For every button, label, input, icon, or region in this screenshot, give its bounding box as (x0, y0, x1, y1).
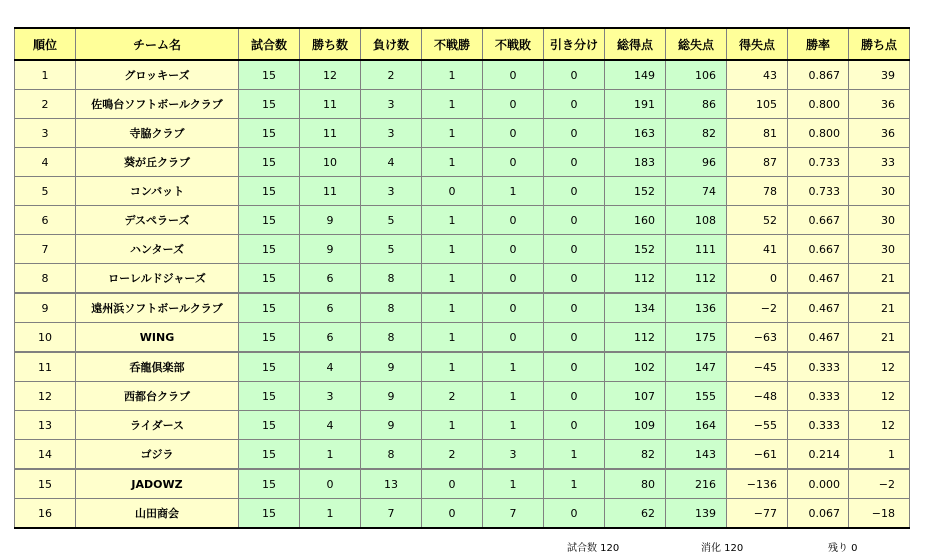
cell-win-pct: 0.867 (788, 60, 849, 90)
cell-runs-allowed: 108 (666, 206, 727, 235)
cell-forfeit-losses: 0 (483, 148, 544, 177)
cell-draws: 0 (544, 90, 605, 119)
cell-run-diff: −48 (727, 382, 788, 411)
cell-rank: 12 (15, 382, 76, 411)
table-row (15, 148, 910, 177)
cell-forfeit-losses: 1 (483, 411, 544, 440)
cell-games: 15 (239, 411, 300, 440)
cell-games: 15 (239, 148, 300, 177)
cell-wins: 11 (300, 177, 361, 206)
cell-team: 遠州浜ソフトボールクラブ (76, 293, 239, 323)
cell-win-pct: 0.067 (788, 499, 849, 529)
cell-points: 12 (849, 382, 910, 411)
cell-forfeit-wins: 1 (422, 90, 483, 119)
cell-team: 山田商会 (76, 499, 239, 529)
cell-wins: 1 (300, 499, 361, 529)
cell-points: 39 (849, 60, 910, 90)
header-run-diff: 得失点 (727, 28, 788, 60)
table-row (15, 293, 910, 323)
cell-runs-allowed: 136 (666, 293, 727, 323)
cell-rank: 14 (15, 440, 76, 470)
cell-run-diff: −136 (727, 469, 788, 499)
cell-draws: 0 (544, 235, 605, 264)
cell-runs-scored: 112 (605, 323, 666, 353)
cell-forfeit-losses: 1 (483, 469, 544, 499)
cell-forfeit-wins: 0 (422, 469, 483, 499)
cell-draws: 0 (544, 323, 605, 353)
cell-win-pct: 0.214 (788, 440, 849, 470)
cell-runs-allowed: 74 (666, 177, 727, 206)
cell-points: 30 (849, 177, 910, 206)
header-rank: 順位 (15, 28, 76, 60)
cell-rank: 5 (15, 177, 76, 206)
cell-runs-allowed: 112 (666, 264, 727, 294)
cell-runs-scored: 183 (605, 148, 666, 177)
cell-points: 33 (849, 148, 910, 177)
cell-team: 佐鳴台ソフトボールクラブ (76, 90, 239, 119)
cell-draws: 0 (544, 148, 605, 177)
cell-wins: 9 (300, 206, 361, 235)
cell-wins: 1 (300, 440, 361, 470)
cell-runs-scored: 160 (605, 206, 666, 235)
cell-forfeit-wins: 1 (422, 323, 483, 353)
cell-rank: 6 (15, 206, 76, 235)
cell-win-pct: 0.467 (788, 264, 849, 294)
cell-win-pct: 0.333 (788, 411, 849, 440)
cell-run-diff: −63 (727, 323, 788, 353)
cell-forfeit-losses: 1 (483, 177, 544, 206)
cell-points: 21 (849, 323, 910, 353)
cell-forfeit-losses: 7 (483, 499, 544, 529)
cell-rank: 11 (15, 352, 76, 382)
cell-losses: 3 (361, 119, 422, 148)
cell-forfeit-wins: 1 (422, 264, 483, 294)
header-games: 試合数 (239, 28, 300, 60)
cell-runs-allowed: 155 (666, 382, 727, 411)
cell-wins: 4 (300, 352, 361, 382)
cell-run-diff: −61 (727, 440, 788, 470)
cell-forfeit-wins: 1 (422, 60, 483, 90)
cell-wins: 6 (300, 293, 361, 323)
cell-run-diff: 0 (727, 264, 788, 294)
cell-rank: 9 (15, 293, 76, 323)
header-win-pct: 勝率 (788, 28, 849, 60)
cell-win-pct: 0.733 (788, 148, 849, 177)
cell-rank: 8 (15, 264, 76, 294)
cell-win-pct: 0.467 (788, 293, 849, 323)
cell-points: 21 (849, 264, 910, 294)
cell-points: 30 (849, 206, 910, 235)
header-draws: 引き分け (544, 28, 605, 60)
table-row (15, 323, 910, 353)
cell-losses: 8 (361, 293, 422, 323)
table-row (15, 382, 910, 411)
cell-win-pct: 0.333 (788, 352, 849, 382)
cell-runs-allowed: 86 (666, 90, 727, 119)
cell-forfeit-wins: 1 (422, 352, 483, 382)
cell-run-diff: 87 (727, 148, 788, 177)
cell-losses: 5 (361, 235, 422, 264)
cell-losses: 3 (361, 177, 422, 206)
cell-draws: 0 (544, 352, 605, 382)
cell-runs-allowed: 139 (666, 499, 727, 529)
cell-losses: 5 (361, 206, 422, 235)
cell-losses: 9 (361, 352, 422, 382)
cell-win-pct: 0.667 (788, 206, 849, 235)
cell-losses: 9 (361, 382, 422, 411)
cell-win-pct: 0.800 (788, 90, 849, 119)
cell-forfeit-losses: 0 (483, 206, 544, 235)
cell-wins: 3 (300, 382, 361, 411)
cell-win-pct: 0.000 (788, 469, 849, 499)
cell-forfeit-losses: 0 (483, 323, 544, 353)
cell-games: 15 (239, 440, 300, 470)
cell-run-diff: −2 (727, 293, 788, 323)
cell-runs-scored: 102 (605, 352, 666, 382)
cell-team: ゴジラ (76, 440, 239, 470)
cell-runs-scored: 163 (605, 119, 666, 148)
cell-team: ハンターズ (76, 235, 239, 264)
cell-runs-scored: 82 (605, 440, 666, 470)
cell-forfeit-losses: 0 (483, 264, 544, 294)
cell-forfeit-losses: 1 (483, 352, 544, 382)
cell-team: ライダース (76, 411, 239, 440)
cell-team: 呑龍倶楽部 (76, 352, 239, 382)
cell-run-diff: 43 (727, 60, 788, 90)
cell-draws: 0 (544, 60, 605, 90)
cell-forfeit-wins: 0 (422, 177, 483, 206)
cell-games: 15 (239, 235, 300, 264)
cell-draws: 0 (544, 293, 605, 323)
cell-team: ローレルドジャーズ (76, 264, 239, 294)
cell-run-diff: −77 (727, 499, 788, 529)
cell-draws: 0 (544, 264, 605, 294)
cell-run-diff: 78 (727, 177, 788, 206)
cell-win-pct: 0.667 (788, 235, 849, 264)
cell-losses: 8 (361, 264, 422, 294)
cell-losses: 4 (361, 148, 422, 177)
cell-win-pct: 0.467 (788, 323, 849, 353)
cell-games: 15 (239, 60, 300, 90)
table-row (15, 60, 910, 90)
cell-losses: 7 (361, 499, 422, 529)
cell-losses: 2 (361, 60, 422, 90)
cell-games: 15 (239, 352, 300, 382)
cell-runs-allowed: 216 (666, 469, 727, 499)
cell-runs-allowed: 96 (666, 148, 727, 177)
table-row (15, 177, 910, 206)
cell-draws: 0 (544, 119, 605, 148)
cell-rank: 3 (15, 119, 76, 148)
footer-games: 試合数 120 (567, 543, 620, 554)
cell-forfeit-losses: 0 (483, 90, 544, 119)
cell-games: 15 (239, 90, 300, 119)
cell-runs-scored: 152 (605, 177, 666, 206)
cell-forfeit-wins: 1 (422, 411, 483, 440)
cell-draws: 0 (544, 382, 605, 411)
table-row (15, 264, 910, 294)
cell-draws: 0 (544, 206, 605, 235)
cell-losses: 8 (361, 440, 422, 470)
cell-forfeit-wins: 1 (422, 119, 483, 148)
header-forfeit-wins: 不戦勝 (422, 28, 483, 60)
cell-rank: 4 (15, 148, 76, 177)
cell-forfeit-losses: 0 (483, 293, 544, 323)
cell-wins: 11 (300, 119, 361, 148)
cell-runs-scored: 191 (605, 90, 666, 119)
header-losses: 負け数 (361, 28, 422, 60)
cell-team: 西都台クラブ (76, 382, 239, 411)
table-row (15, 352, 910, 382)
cell-games: 15 (239, 206, 300, 235)
cell-runs-scored: 149 (605, 60, 666, 90)
header-team: チーム名 (76, 28, 239, 60)
cell-games: 15 (239, 264, 300, 294)
cell-draws: 1 (544, 469, 605, 499)
cell-wins: 10 (300, 148, 361, 177)
cell-games: 15 (239, 177, 300, 206)
cell-points: −18 (849, 499, 910, 529)
standings-table (14, 27, 910, 529)
cell-team: 葵が丘クラブ (76, 148, 239, 177)
cell-run-diff: 52 (727, 206, 788, 235)
table-row (15, 90, 910, 119)
table-row (15, 206, 910, 235)
cell-runs-scored: 62 (605, 499, 666, 529)
cell-points: −2 (849, 469, 910, 499)
table-row (15, 440, 910, 470)
cell-team: コンバット (76, 177, 239, 206)
cell-forfeit-wins: 2 (422, 382, 483, 411)
cell-run-diff: −45 (727, 352, 788, 382)
cell-forfeit-wins: 1 (422, 293, 483, 323)
cell-points: 1 (849, 440, 910, 470)
table-row (15, 499, 910, 529)
cell-forfeit-losses: 0 (483, 60, 544, 90)
cell-draws: 0 (544, 499, 605, 529)
cell-forfeit-losses: 0 (483, 119, 544, 148)
cell-wins: 11 (300, 90, 361, 119)
cell-forfeit-wins: 0 (422, 499, 483, 529)
cell-win-pct: 0.333 (788, 382, 849, 411)
cell-wins: 4 (300, 411, 361, 440)
cell-games: 15 (239, 382, 300, 411)
cell-losses: 8 (361, 323, 422, 353)
cell-losses: 9 (361, 411, 422, 440)
header-runs-allowed: 総失点 (666, 28, 727, 60)
cell-games: 15 (239, 499, 300, 529)
table-row (15, 469, 910, 499)
cell-rank: 15 (15, 469, 76, 499)
table-row (15, 235, 910, 264)
cell-runs-scored: 152 (605, 235, 666, 264)
cell-points: 36 (849, 90, 910, 119)
header-runs-scored: 総得点 (605, 28, 666, 60)
footer-remaining: 残り 0 (828, 543, 858, 554)
cell-runs-allowed: 147 (666, 352, 727, 382)
cell-team: JADOWZ (76, 469, 239, 499)
header-forfeit-losses: 不戦敗 (483, 28, 544, 60)
cell-runs-scored: 107 (605, 382, 666, 411)
cell-run-diff: 81 (727, 119, 788, 148)
cell-games: 15 (239, 293, 300, 323)
cell-points: 12 (849, 411, 910, 440)
cell-runs-allowed: 175 (666, 323, 727, 353)
cell-team: 寺脇クラブ (76, 119, 239, 148)
cell-runs-allowed: 143 (666, 440, 727, 470)
cell-runs-allowed: 82 (666, 119, 727, 148)
cell-points: 30 (849, 235, 910, 264)
cell-losses: 3 (361, 90, 422, 119)
cell-runs-scored: 80 (605, 469, 666, 499)
cell-rank: 2 (15, 90, 76, 119)
cell-wins: 6 (300, 323, 361, 353)
cell-forfeit-wins: 2 (422, 440, 483, 470)
cell-wins: 9 (300, 235, 361, 264)
cell-draws: 0 (544, 411, 605, 440)
cell-run-diff: 105 (727, 90, 788, 119)
cell-runs-scored: 134 (605, 293, 666, 323)
header-points: 勝ち点 (849, 28, 910, 60)
header-row (15, 28, 910, 60)
cell-forfeit-losses: 3 (483, 440, 544, 470)
cell-forfeit-losses: 1 (483, 382, 544, 411)
cell-points: 12 (849, 352, 910, 382)
cell-points: 36 (849, 119, 910, 148)
cell-runs-allowed: 164 (666, 411, 727, 440)
cell-team: グロッキーズ (76, 60, 239, 90)
cell-team: デスペラーズ (76, 206, 239, 235)
cell-games: 15 (239, 323, 300, 353)
cell-runs-allowed: 106 (666, 60, 727, 90)
cell-wins: 12 (300, 60, 361, 90)
cell-rank: 7 (15, 235, 76, 264)
cell-points: 21 (849, 293, 910, 323)
cell-forfeit-wins: 1 (422, 235, 483, 264)
table-row (15, 119, 910, 148)
cell-losses: 13 (361, 469, 422, 499)
cell-games: 15 (239, 469, 300, 499)
cell-draws: 0 (544, 177, 605, 206)
cell-rank: 10 (15, 323, 76, 353)
cell-runs-allowed: 111 (666, 235, 727, 264)
cell-runs-scored: 109 (605, 411, 666, 440)
table-row (15, 411, 910, 440)
cell-rank: 13 (15, 411, 76, 440)
cell-forfeit-wins: 1 (422, 148, 483, 177)
cell-runs-scored: 112 (605, 264, 666, 294)
cell-rank: 1 (15, 60, 76, 90)
cell-team: WING (76, 323, 239, 353)
cell-win-pct: 0.733 (788, 177, 849, 206)
cell-forfeit-losses: 0 (483, 235, 544, 264)
cell-rank: 16 (15, 499, 76, 529)
cell-wins: 6 (300, 264, 361, 294)
cell-run-diff: −55 (727, 411, 788, 440)
header-wins: 勝ち数 (300, 28, 361, 60)
cell-wins: 0 (300, 469, 361, 499)
cell-win-pct: 0.800 (788, 119, 849, 148)
cell-games: 15 (239, 119, 300, 148)
cell-run-diff: 41 (727, 235, 788, 264)
cell-forfeit-wins: 1 (422, 206, 483, 235)
footer-played: 消化 120 (701, 543, 744, 554)
cell-draws: 1 (544, 440, 605, 470)
